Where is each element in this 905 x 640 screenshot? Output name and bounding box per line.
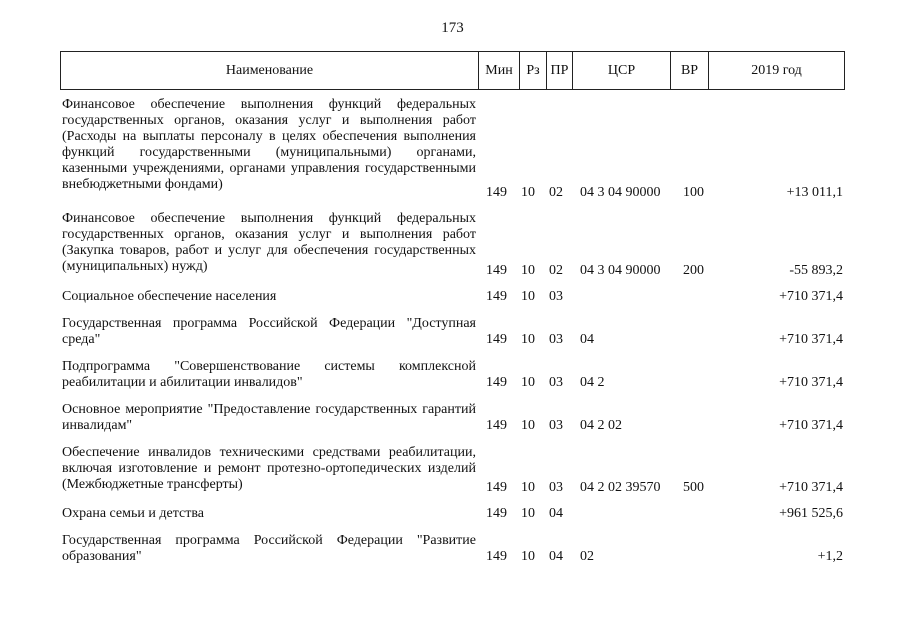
- row-name: Основное мероприятие "Предоставление государственных гарантий инвалидам": [62, 402, 476, 433]
- row-csr: 04 2 02: [580, 418, 622, 433]
- row-pr: 02: [549, 185, 563, 200]
- row-min: 149: [486, 480, 507, 495]
- row-csr: 04 2 02 39570: [580, 480, 661, 495]
- header-year: 2019 год: [751, 62, 802, 78]
- header-csr: ЦСР: [573, 52, 671, 89]
- row-rz: 10: [521, 418, 535, 433]
- header-vr: ВР: [671, 52, 709, 89]
- row-min: 149: [486, 506, 507, 521]
- row-name: Государственная программа Российской Федерации "Развитие образования": [62, 533, 476, 564]
- header-min: Мин: [479, 52, 520, 89]
- row-name: Подпрограмма "Совершенствование системы комплексной реабилитации и абилитации инвалидов": [62, 359, 476, 390]
- row-vr: 200: [683, 263, 704, 278]
- row-min: 149: [486, 289, 507, 304]
- row-value: +1,2: [817, 549, 843, 564]
- row-min: 149: [486, 185, 507, 200]
- row-rz: 10: [521, 549, 535, 564]
- row-min: 149: [486, 332, 507, 347]
- row-csr: 04 3 04 90000: [580, 185, 661, 200]
- row-csr: 04: [580, 332, 594, 347]
- row-vr: 100: [683, 185, 704, 200]
- row-min: 149: [486, 375, 507, 390]
- row-rz: 10: [521, 185, 535, 200]
- row-value: +710 371,4: [779, 289, 843, 304]
- row-pr: 03: [549, 480, 563, 495]
- row-value: -55 893,2: [789, 263, 843, 278]
- row-rz: 10: [521, 506, 535, 521]
- row-value: +710 371,4: [779, 332, 843, 347]
- row-pr: 03: [549, 375, 563, 390]
- row-pr: 03: [549, 332, 563, 347]
- row-rz: 10: [521, 480, 535, 495]
- row-name: Финансовое обеспечение выполнения функций федеральных государственных органов, оказания услуг и выполнения работ (Закупка товаров, работ и услуг для обеспечения государственных (муниципальных) нужд): [62, 211, 476, 274]
- row-min: 149: [486, 263, 507, 278]
- row-name: Государственная программа Российской Федерации "Доступная среда": [62, 316, 476, 347]
- page-number: 173: [441, 20, 464, 36]
- row-value: +710 371,4: [779, 418, 843, 433]
- row-pr: 04: [549, 506, 563, 521]
- row-csr: 04 2: [580, 375, 605, 390]
- row-value: +13 011,1: [786, 185, 843, 200]
- header-pr: ПР: [547, 52, 573, 89]
- row-vr: 500: [683, 480, 704, 495]
- row-csr: 04 3 04 90000: [580, 263, 661, 278]
- row-csr: 02: [580, 549, 594, 564]
- row-value: +710 371,4: [779, 375, 843, 390]
- header-rz: Рз: [520, 52, 547, 89]
- row-rz: 10: [521, 332, 535, 347]
- row-min: 149: [486, 549, 507, 564]
- row-min: 149: [486, 418, 507, 433]
- row-rz: 10: [521, 289, 535, 304]
- row-name: Обеспечение инвалидов техническими средствами реабилитации, включая изготовление и ремонт протезно-ортопедических изделий (Межбюджетные трансферты): [62, 445, 476, 492]
- row-rz: 10: [521, 263, 535, 278]
- row-pr: 04: [549, 549, 563, 564]
- row-name: Охрана семьи и детства: [62, 506, 204, 521]
- row-pr: 03: [549, 418, 563, 433]
- header-name: Наименование: [61, 52, 479, 89]
- row-pr: 02: [549, 263, 563, 278]
- row-pr: 03: [549, 289, 563, 304]
- row-value: +961 525,6: [779, 506, 843, 521]
- row-value: +710 371,4: [779, 480, 843, 495]
- row-name: Финансовое обеспечение выполнения функций федеральных государственных органов, оказания услуг и выполнения работ (Расходы на выплаты персоналу в целях обеспечения выполнения функций государственными (муниципальными) органами, казенными учреждениями, органами управления государственными внебюджетными фондами): [62, 97, 476, 192]
- table-header: [60, 51, 845, 90]
- row-name: Социальное обеспечение населения: [62, 289, 277, 304]
- row-rz: 10: [521, 375, 535, 390]
